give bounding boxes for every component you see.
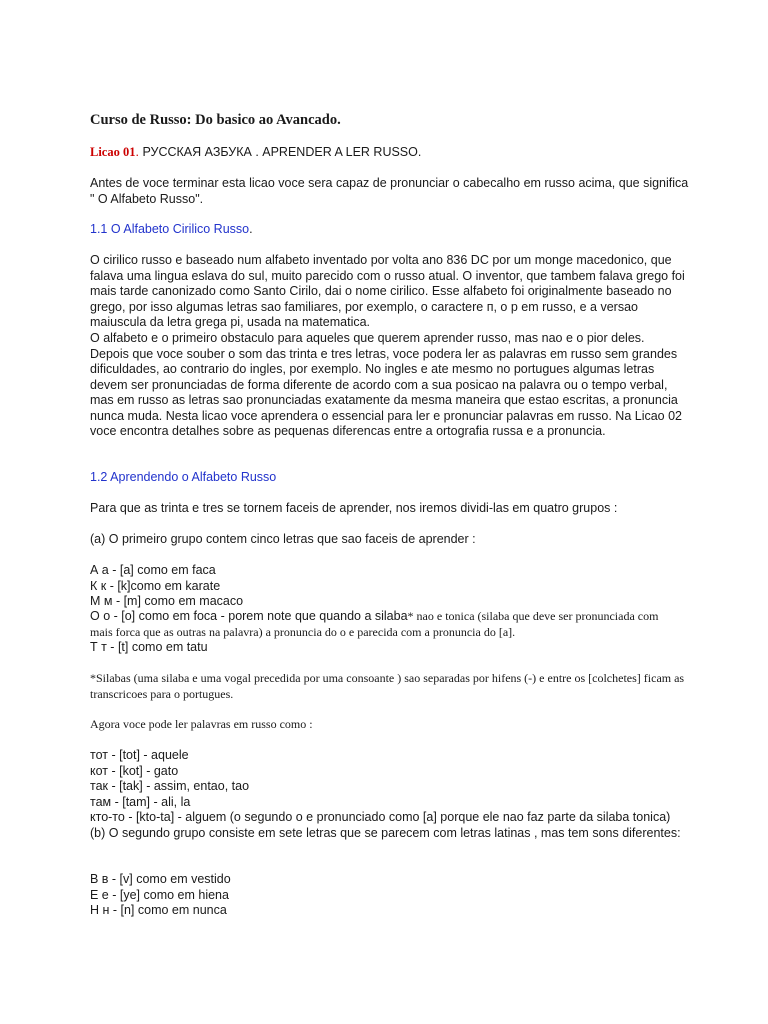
- letter-o-paragraph: [90, 609, 682, 640]
- groups-intro: Para que as trinta e tres se tornem faceis de aprender, nos iremos dividi-las em quatro grupos :: [90, 501, 618, 515]
- lesson-sep: .: [135, 145, 139, 159]
- letter-t-row: Т т - [t] como em tatu: [90, 640, 208, 654]
- letter-row: Н н - [n] como em nunca: [90, 903, 227, 917]
- word-row: тот - [tot] - aquele: [90, 748, 189, 762]
- example-words: [90, 748, 690, 826]
- letter-row: Е е - [ye] como em hiena: [90, 887, 229, 902]
- section-heading-1-1-end: .: [249, 222, 253, 236]
- group-b-intro: (b) O segundo grupo consiste em sete letras que se parecem com letras latinas , mas tem sons diferentes:: [90, 826, 681, 840]
- intro-paragraph: Antes de voce terminar esta licao voce sera capaz de pronunciar o cabecalho em russo acima, que significa " O Alfabeto Russo".: [90, 176, 689, 206]
- lesson-heading: [90, 145, 690, 161]
- letter-row: М м - [m] como em macaco: [90, 594, 244, 608]
- now-read-text: Agora voce pode ler palavras em russo como :: [90, 717, 313, 731]
- lesson-title: РУССКАЯ АЗБУКА . APRENDER A LER RUSSO.: [138, 145, 422, 159]
- lesson-label: Licao 01: [90, 145, 136, 159]
- section-heading-1-1-text: 1.1 O Alfabeto Cirilico Russo: [90, 222, 250, 236]
- section-heading-1-1: [90, 222, 690, 238]
- group-a-intro: (a) O primeiro grupo contem cinco letras que sao faceis de aprender :: [90, 532, 476, 546]
- section-heading-1-2: 1.2 Aprendendo o Alfabeto Russo: [90, 470, 277, 484]
- section-1-1-paragraph-1: O cirilico russo e baseado num alfabeto inventado por volta ano 836 DC por um monge macedonico, que falava uma lingua eslava do sul, muito parecido com o russo atual. O inventor, que tambem falava grego foi mais tarde canonizado como Santo Cirilo, dai o nome cirilico. Esse alfabeto foi originalmente baseado no grego, por isso algumas letras sao familiares, por exemplo, o caractere п, o р em russo, e a versao maiuscula da letra grega pi, usada na matematica.: [90, 253, 685, 329]
- letter-row: А а - [a] como em faca: [90, 563, 216, 577]
- document-title: Curso de Russo: Do basico ao Avancado.: [90, 112, 341, 128]
- letter-row: В в - [v] como em vestido: [90, 872, 231, 886]
- word-row: кто-то - [kto-ta] - alguem (o segundo o e pronunciado como [a] porque ele nao faz parte da silaba tonica): [90, 810, 671, 824]
- letter-o-row: О о - [o] como em foca - porem note que quando a silaba: [90, 609, 408, 623]
- group-b-letters: [90, 872, 690, 919]
- word-row: так - [tak] - assim, entao, tao: [90, 779, 250, 793]
- word-row: кот - [kot] - gato: [90, 763, 179, 778]
- letter-row: К к - [k]como em karate: [90, 578, 221, 593]
- footnote: *Silabas (uma silaba e uma vogal precedida por uma consoante ) sao separadas por hifens (-) e entre os [colchetes] ficam as transcricoes para o portugues.: [90, 671, 685, 701]
- letter-o-note: * nao e tonica (silaba que deve ser pronunciada com mais forca que as outras na palavra) a pronuncia do o e parecida com a pronuncia do [a].: [90, 609, 659, 639]
- group-a-letters: [90, 563, 690, 610]
- word-row: там - [tam] - ali, la: [90, 794, 191, 809]
- section-1-1-paragraph-2: O alfabeto e o primeiro obstaculo para aqueles que querem aprender russo, mas nao e o pior deles. Depois que voce souber o som das trinta e tres letras, voce podera ler as palavras em russo sem grandes dificuldades, ao contrario do ingles, por exemplo. No ingles e ate mesmo no portugues algumas letras devem ser pronunciadas de forma diferente de acordo com a sua posicao na palavra ou o tempo verbal, mas em russo as letras sao pronunciadas exatamente da mesma maneira que estao escritas, a pronuncia nunca muda. Nesta licao voce aprendera o essencial para ler e pronunciar palavras em russo. Na Licao 02 voce encontra detalhes sobre as pequenas diferencas entre a ortografia russa e a pronuncia.: [90, 331, 682, 438]
